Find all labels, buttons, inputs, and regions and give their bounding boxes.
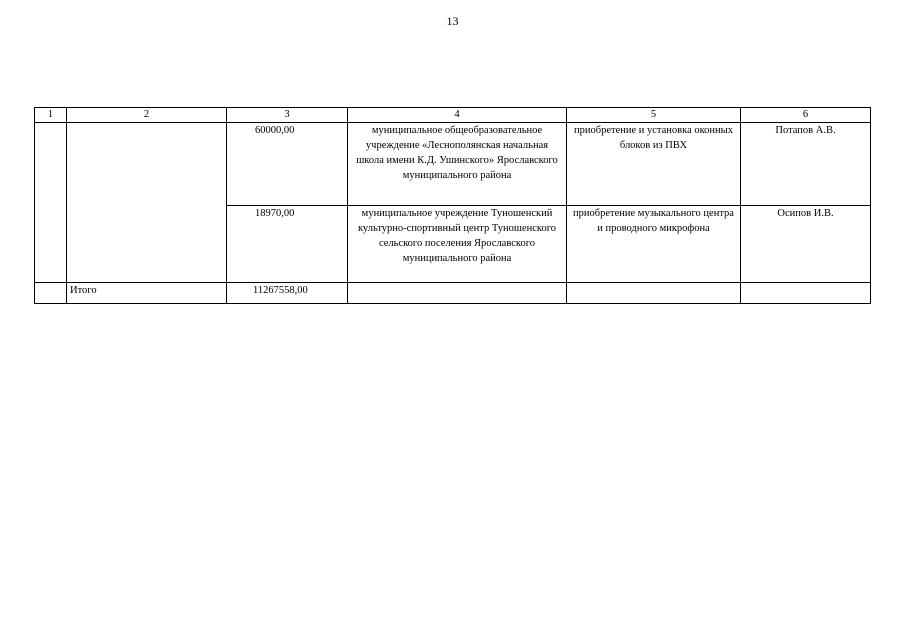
amount-cell: 18970,00: [227, 206, 348, 283]
purpose-cell: приобретение музыкального центра и проводного микрофона: [567, 206, 741, 283]
purpose-cell: приобретение и установка оконных блоков из ПВХ: [567, 123, 741, 206]
page-number: 13: [446, 14, 459, 28]
person-cell: Осипов И.В.: [741, 206, 871, 283]
column-number: 3: [227, 108, 348, 123]
total-label: Итого: [67, 283, 227, 304]
recipient-cell: муниципальное общеобразовательное учреждение «Леснополянская начальная школа имени К.Д. Ушинского» Ярославского муниципального района: [348, 123, 567, 206]
column-number: 1: [35, 108, 67, 123]
empty-cell: [567, 283, 741, 304]
table-header-row: [35, 108, 871, 123]
column-number: 2: [67, 108, 227, 123]
table-row: [35, 123, 871, 206]
empty-cell: [35, 283, 67, 304]
recipient-cell: муниципальное учреждение Туношенский культурно-спортивный центр Туношенского сельского поселения Ярославского муниципального района: [348, 206, 567, 283]
empty-cell: [741, 283, 871, 304]
empty-cell: [35, 123, 67, 283]
empty-cell: [67, 123, 227, 283]
person-cell: Потапов А.В.: [741, 123, 871, 206]
total-amount: 11267558,00: [227, 283, 348, 304]
amount-cell: 60000,00: [227, 123, 348, 206]
column-number: 4: [348, 108, 567, 123]
allocation-table: [34, 107, 871, 304]
column-number: 5: [567, 108, 741, 123]
column-number: 6: [741, 108, 871, 123]
empty-cell: [348, 283, 567, 304]
total-row: [35, 283, 871, 304]
